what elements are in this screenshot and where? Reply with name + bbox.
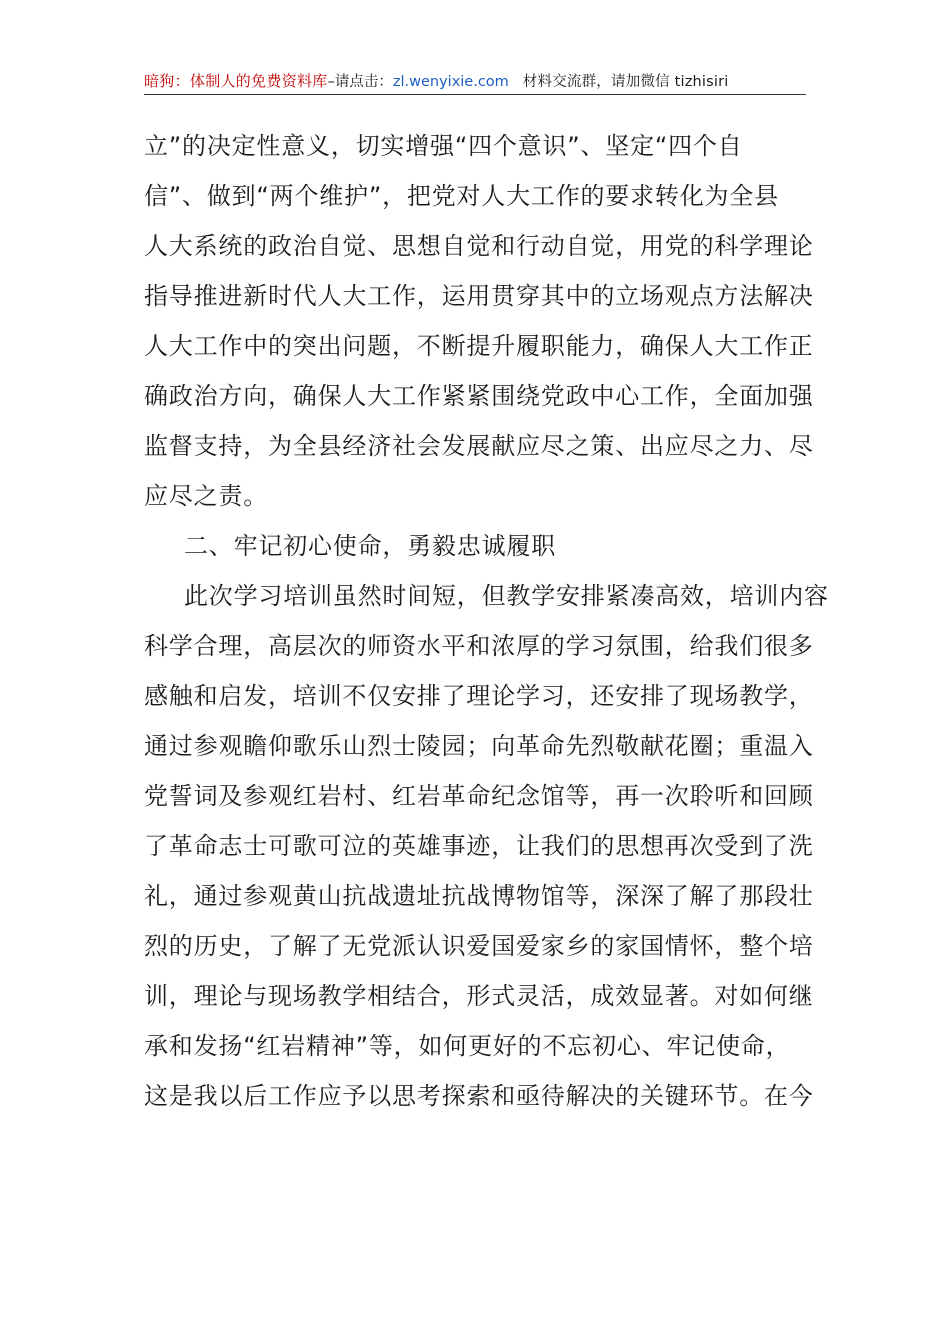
text-line: 承和发扬“红岩精神”等，如何更好的不忘初心、牢记使命， bbox=[144, 1032, 791, 1060]
text-line: 烈的历史，了解了无党派认识爱国爱家乡的家国情怀，整个培 bbox=[144, 932, 814, 960]
text-line: 此次学习培训虽然时间短，但教学安排紧凑高效，培训内容 bbox=[184, 582, 829, 610]
header-site-name: 暗狗：体制人的免费资料库 bbox=[144, 72, 328, 90]
header-click-prompt: –请点击： bbox=[327, 74, 393, 90]
text-line: 监督支持，为全县经济社会发展献应尽之策、出应尽之力、尽 bbox=[144, 432, 814, 460]
text-line: 指导推进新时代人大工作，运用贯穿其中的立场观点方法解决 bbox=[144, 282, 814, 310]
text-line: 训，理论与现场教学相结合，形式灵活，成效显著。对如何继 bbox=[144, 982, 814, 1010]
header-link[interactable]: zl.wenyixie.com bbox=[392, 74, 509, 90]
text-line: 了革命志士可歌可泣的英雄事迹，让我们的思想再次受到了洗 bbox=[144, 832, 814, 860]
text-line: 礼，通过参观黄山抗战遗址抗战博物馆等，深深了解了那段壮 bbox=[144, 882, 814, 910]
header-divider bbox=[144, 94, 806, 95]
text-line: 立”的决定性意义，切实增强“四个意识”、坚定“四个自 bbox=[144, 132, 743, 160]
text-line: 信”、做到“两个维护”，把党对人大工作的要求转化为全县 bbox=[144, 182, 779, 210]
text-line: 人大系统的政治自觉、思想自觉和行动自觉，用党的科学理论 bbox=[144, 232, 814, 260]
text-line: 通过参观瞻仰歌乐山烈士陵园；向革命先烈敬献花圈；重温入 bbox=[144, 732, 814, 760]
text-line: 应尽之责。 bbox=[144, 482, 268, 510]
text-line: 这是我以后工作应予以思考探索和亟待解决的关键环节。在今 bbox=[144, 1082, 814, 1110]
document-body bbox=[144, 121, 829, 1121]
section-heading: 二、牢记初心使命，勇毅忠诚履职 bbox=[184, 532, 556, 560]
header-wechat-note: 材料交流群，请加微信 tizhisiri bbox=[522, 74, 729, 90]
text-line: 确政治方向，确保人大工作紧紧围绕党政中心工作，全面加强 bbox=[144, 382, 814, 410]
text-line: 人大工作中的突出问题，不断提升履职能力，确保人大工作正 bbox=[144, 332, 814, 360]
page-header bbox=[144, 70, 806, 92]
text-line: 党誓词及参观红岩村、红岩革命纪念馆等，再一次聆听和回顾 bbox=[144, 782, 814, 810]
text-line: 科学合理，高层次的师资水平和浓厚的学习氛围，给我们很多 bbox=[144, 632, 814, 660]
text-line: 感触和启发，培训不仅安排了理论学习，还安排了现场教学， bbox=[144, 682, 814, 710]
